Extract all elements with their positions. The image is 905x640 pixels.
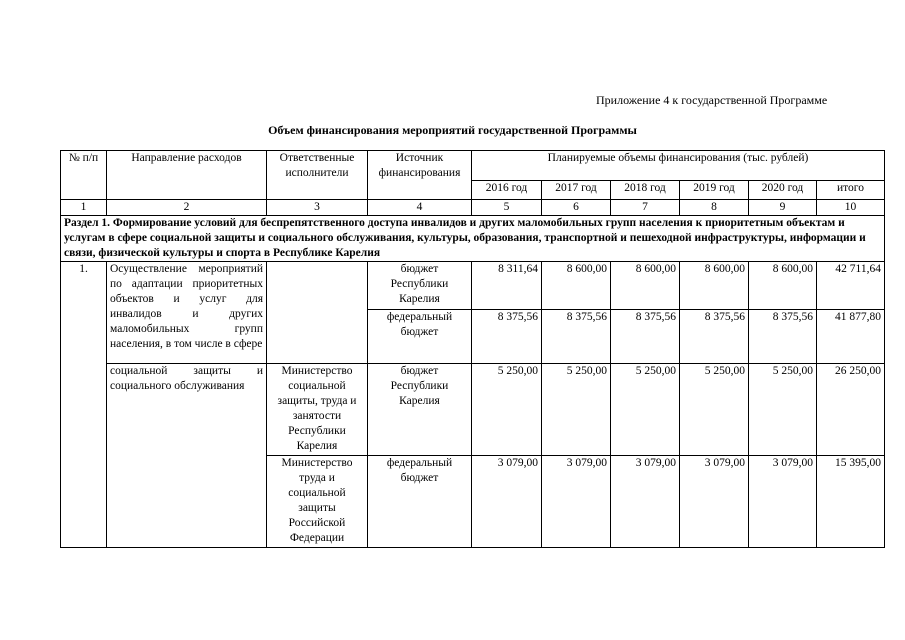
value-cell: 5 250,00: [542, 364, 611, 456]
column-number: 2: [107, 200, 267, 216]
header-responsible: Ответственные исполнители: [267, 151, 368, 200]
value-cell: 5 250,00: [680, 364, 749, 456]
responsible-cell: [267, 262, 368, 364]
value-cell: 8 600,00: [749, 262, 817, 310]
value-cell: 8 375,56: [749, 310, 817, 364]
value-cell: 3 079,00: [749, 456, 817, 548]
value-cell: 3 079,00: [542, 456, 611, 548]
value-cell: 8 600,00: [542, 262, 611, 310]
total-cell: 42 711,64: [817, 262, 885, 310]
value-cell: 5 250,00: [472, 364, 542, 456]
column-number: 7: [611, 200, 680, 216]
value-cell: 5 250,00: [611, 364, 680, 456]
value-cell: 3 079,00: [611, 456, 680, 548]
financing-table: [60, 150, 885, 548]
value-cell: 3 079,00: [472, 456, 542, 548]
column-number: 4: [368, 200, 472, 216]
value-cell: 8 375,56: [680, 310, 749, 364]
total-cell: 41 877,80: [817, 310, 885, 364]
total-header-cell: итого: [817, 181, 885, 200]
year-cell: 2016 год: [472, 181, 542, 200]
column-number: 5: [472, 200, 542, 216]
appendix-caption: Приложение 4 к государственной Программе: [596, 93, 828, 107]
value-cell: 8 600,00: [611, 262, 680, 310]
header-planned: Планируемые объемы финансирования (тыс. рублей): [472, 151, 885, 181]
direction-text-continued: социальной защиты и социального обслуживания: [107, 364, 267, 548]
source-cell: бюджет Республики Карелия: [368, 262, 472, 310]
value-cell: 8 600,00: [680, 262, 749, 310]
item-number: 1.: [61, 262, 107, 548]
section-title: Раздел 1. Формирование условий для беспрепятственного доступа инвалидов и других маломобильных групп населения к приоритетным объектам и услугам в сфере социальной защиты и социального обслуживания, культуры, образования, транспортной и пешеходной инфраструктуры, информации и связи, физической культуры и спорта в Республике Карелия: [61, 216, 885, 262]
source-cell: федеральный бюджет: [368, 310, 472, 364]
table-row: [61, 364, 885, 456]
value-cell: 8 375,56: [611, 310, 680, 364]
column-number: 1: [61, 200, 107, 216]
value-cell: 3 079,00: [680, 456, 749, 548]
column-number: 8: [680, 200, 749, 216]
value-cell: 8 375,56: [472, 310, 542, 364]
document-title: Объем финансирования мероприятий государственной Программы: [268, 123, 637, 137]
value-cell: 5 250,00: [749, 364, 817, 456]
header-source: Источник финансирования: [368, 151, 472, 200]
responsible-cell: Министерство труда и социальной защиты Российской Федерации: [267, 456, 368, 548]
value-cell: 8 375,56: [542, 310, 611, 364]
direction-text: Осуществление мероприятий по адаптации приоритетных объектов и услуг для инвалидов и других маломобильных групп населения, в том числе в сфере: [107, 262, 267, 364]
column-number: 9: [749, 200, 817, 216]
total-cell: 26 250,00: [817, 364, 885, 456]
column-numbering-row: [61, 200, 885, 216]
column-number: 3: [267, 200, 368, 216]
header-no: № п/п: [61, 151, 107, 200]
year-cell: 2019 год: [680, 181, 749, 200]
total-cell: 15 395,00: [817, 456, 885, 548]
header-direction: Направление расходов: [107, 151, 267, 200]
section-row: [61, 216, 885, 262]
source-cell: федеральный бюджет: [368, 456, 472, 548]
year-cell: 2020 год: [749, 181, 817, 200]
table-row: [61, 262, 885, 310]
year-cell: 2018 год: [611, 181, 680, 200]
column-number: 10: [817, 200, 885, 216]
column-number: 6: [542, 200, 611, 216]
year-cell: 2017 год: [542, 181, 611, 200]
value-cell: 8 311,64: [472, 262, 542, 310]
responsible-cell: Министерство социальной защиты, труда и занятости Республики Карелия: [267, 364, 368, 456]
header-row: [61, 151, 885, 181]
source-cell: бюджет Республики Карелия: [368, 364, 472, 456]
